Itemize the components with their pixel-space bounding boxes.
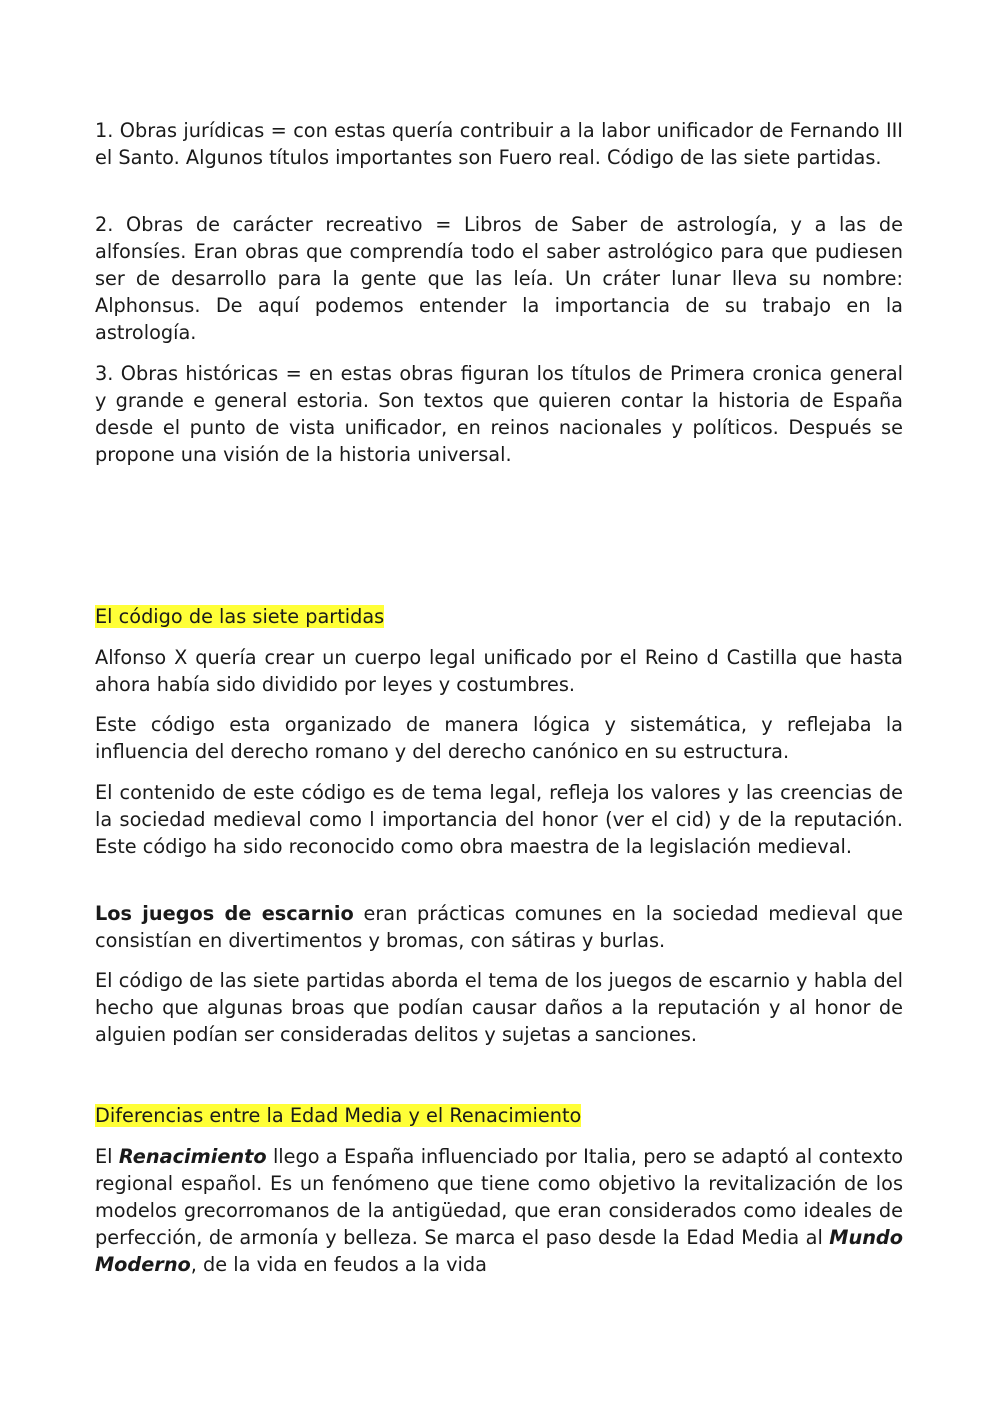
paragraph-text: llego a España influenciado por Italia, pero se adaptó al contexto regional español. Es un fenómeno que tiene como objetivo la revitalización de los modelos grecorromanos de la antigüedad, que eran considerados como ideales de perfección, de armonía y belleza. Se marca el paso desde la Edad Media al [95, 1145, 903, 1249]
heading-highlight: Diferencias entre la Edad Media y el Renacimiento [95, 1104, 582, 1127]
bold-term: Los juegos de escarnio [95, 902, 354, 925]
paragraph-text: El [95, 1145, 119, 1168]
paragraph-text: , de la vida en feudos a la vida [190, 1253, 487, 1276]
paragraph-renacimiento [95, 1143, 903, 1278]
list-item-legal-works: 1. Obras jurídicas = con estas quería contribuir a la labor unificador de Fernando III el Santo. Algunos títulos importantes son Fuero real. Código de las siete partidas. [95, 119, 903, 169]
list-item-historical-works: 3. Obras históricas = en estas obras figuran los títulos de Primera cronica general y grande e general estoria. Son textos que quieren contar la historia de España desde el punto de vista unificador, en reinos nacionales y políticos. Después se propone una visión de la historia universal. [95, 362, 903, 466]
paragraph-text: eran prácticas comunes en la sociedad medieval que consistían en divertimentos y bromas, con sátiras y burlas. [95, 902, 903, 952]
paragraph: Este código esta organizado de manera lógica y sistemática, y reflejaba la influencia del derecho romano y del derecho canónico en su estructura. [95, 713, 903, 763]
section-heading-diferencias [95, 1102, 581, 1129]
heading-highlight: El código de las siete partidas [95, 605, 385, 628]
paragraph: El código de las siete partidas aborda el tema de los juegos de escarnio y habla del hecho que algunas broas que podían causar daños a la reputación y al honor de alguien podían ser consideradas delitos y sujetas a sanciones. [95, 969, 903, 1046]
paragraph-juegos-escarnio [95, 900, 903, 954]
list-item-recreational-works: 2. Obras de carácter recreativo = Libros de Saber de astrología, y a las de alfonsíes. Eran obras que comprendía todo el saber astrológico para que pudiesen ser de desarrollo para la gente que las leía. Un cráter lunar lleva su nombre: Alphonsus. De aquí podemos entender la importancia de su trabajo en la astrología. [95, 213, 903, 344]
paragraph: El contenido de este código es de tema legal, refleja los valores y las creencias de la sociedad medieval como l importancia del honor (ver el cid) y de la reputación. Este código ha sido reconocido como obra maestra de la legislación medieval. [95, 781, 903, 858]
paragraph: Alfonso X quería crear un cuerpo legal unificado por el Reino d Castilla que hasta ahora había sido dividido por leyes y costumbres. [95, 646, 903, 696]
section-heading-siete-partidas [95, 603, 384, 630]
bold-italic-term: Renacimiento [118, 1145, 267, 1168]
bold-italic-term: Mundo Moderno [95, 1226, 903, 1276]
